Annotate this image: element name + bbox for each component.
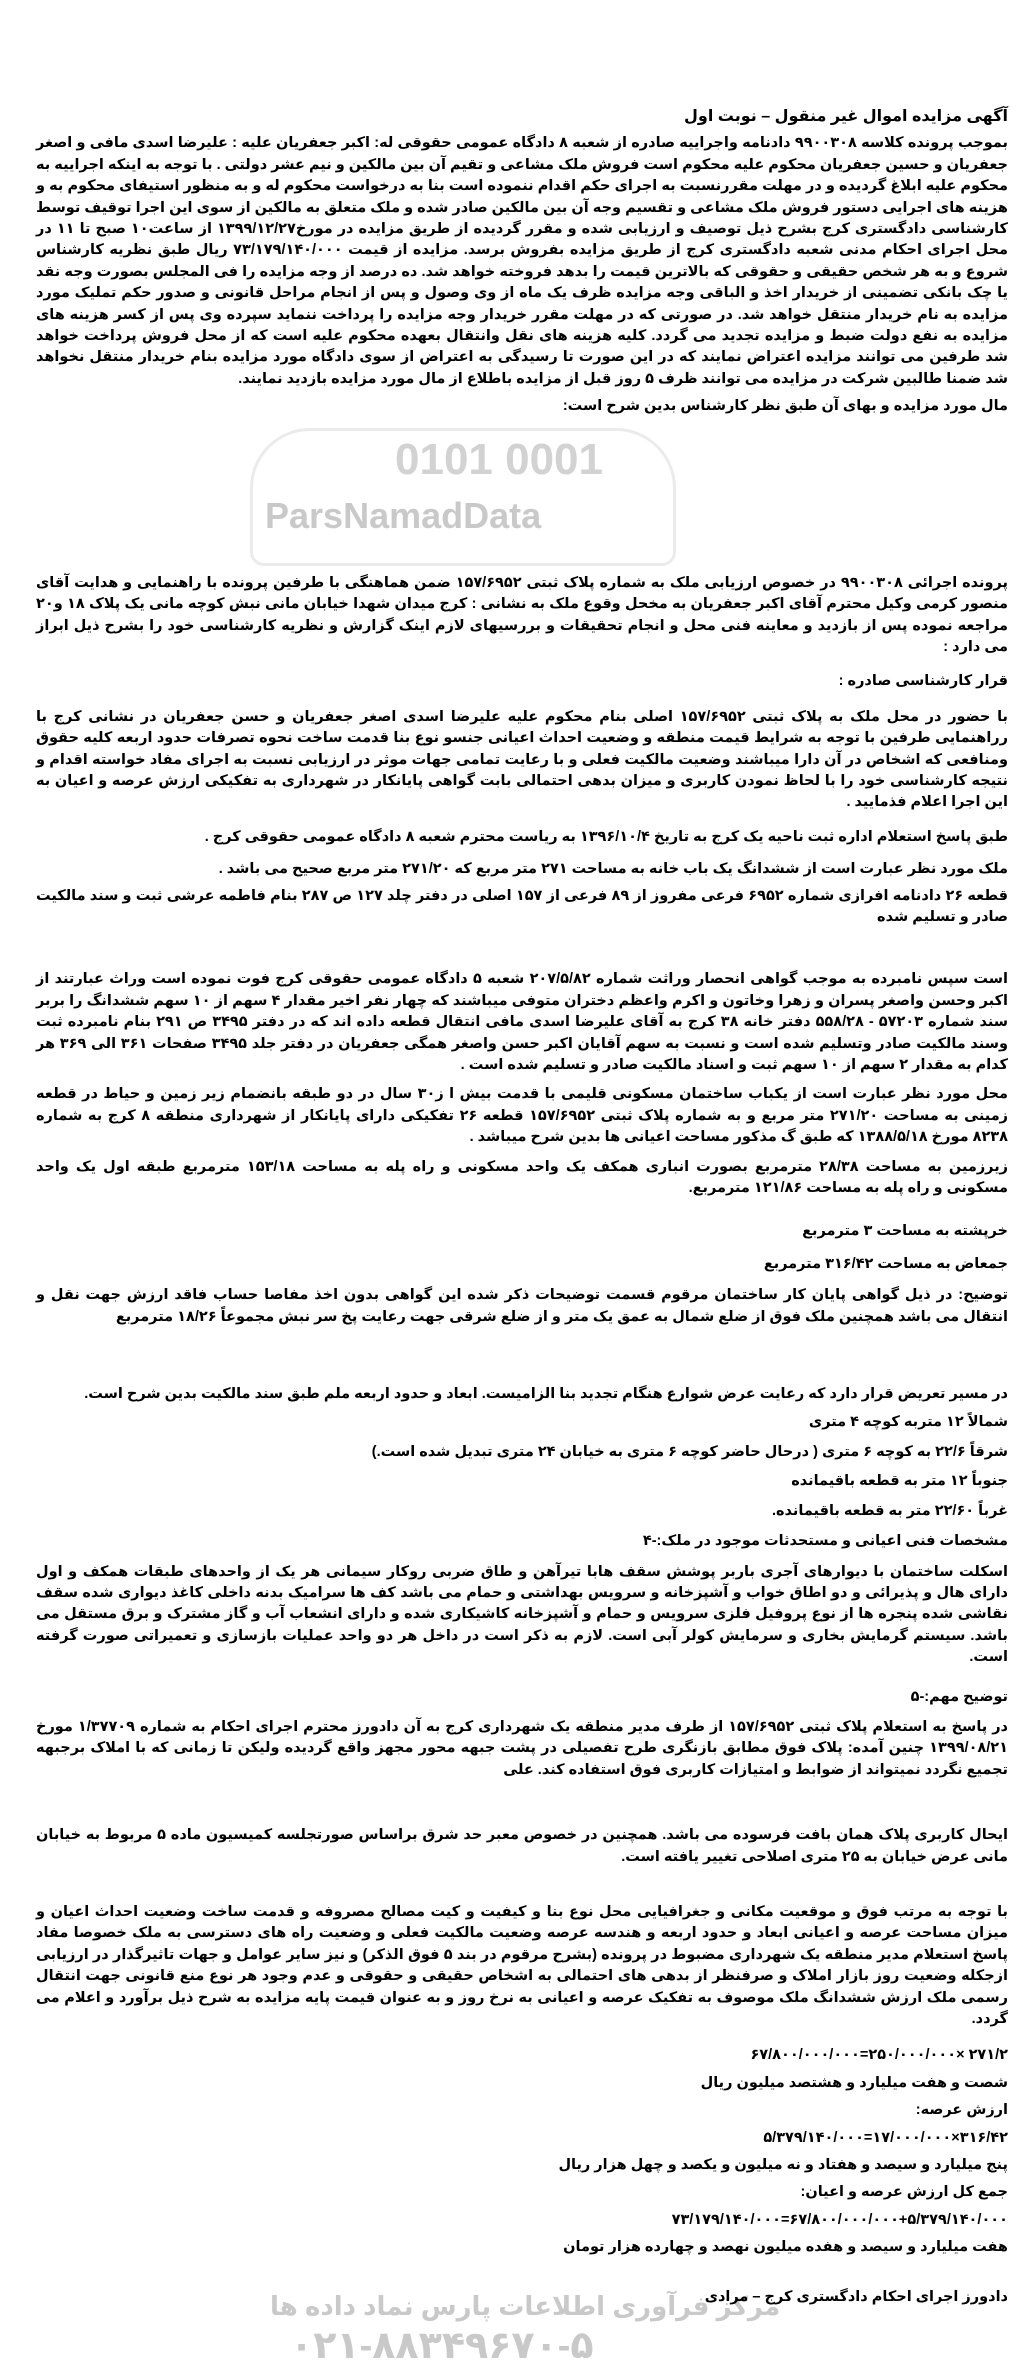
total-heading: جمع کل ارزش عرصه و اعیان: — [800, 2184, 1008, 2201]
important-heading: توضیح مهم:-۵ — [910, 1688, 1008, 1705]
expert-intro: پرونده اجرائی ۹۹۰۰۳۰۸ در خصوص ارزیابی ملک به شماره پلاک ثبتی ۱۵۷/۶۹۵۲ ضمن هماهنگی با طرفین پرونده با راهنمایی و هدایت آقای منصور کرمی وکیل محترم آقای اکبر جعفریان به مخحل وقوع ملک به نشانی : کرج میدان شهدا خیابان مانی نبش کوچه مانی یک پلاک ۱۸ و۲۰ مراجعه نموده پس از بازدید و معاینه فنی محل و انجام تحقیقات و بررسیهای لازم اینک گزارش و نظریه کارشناسی خود را بشرح ذیل ابراز می دارد : — [36, 574, 1008, 655]
document-body — [36, 106, 1008, 2308]
total-area-info: جمعاض به مساحت ۳۱۶/۴۲ مترمربع — [763, 1255, 1008, 1272]
watermark-subtitle: مرکز فرآوری اطلاعات پارس نماد داده ها — [270, 2291, 781, 2321]
order-text: با حضور در محل ملک به پلاک ثبتی ۱۵۷/۶۹۵۲ اصلی بنام محکوم علیه علیرضا اسدی اصغر جعفریان و حسن جعفریان در نشانی کرج با رراهنمایی طرفین با توجه به شرایط قیمت منطقه و وضعیت احداث اعیانی جنسو نوع بنا قدمت ساخت نحوه تصرفات حدود اربعه کلیه حقوق ومنافعی که اشخاص در آن دارا میباشند وضعیت مالکیت فعلی و با رعایت تمامی جهات موثر در ارزیابی نسبت به اجرای مفاد خواسته اقدام و نتیجه کارشناسی خود را با لحاظ نمودن کاربری و میزان بدهی احتمالی بابت گواهی پایانکار در شهرداری به تفکیکی ارزش عرصه و اعیان به این اجرا اعلام فذمایید . — [36, 708, 1008, 811]
calc-building-words: شصت و هفت میلیارد و هشتصد میلیون ریال — [700, 2074, 1008, 2091]
building-info: محل مورد نظر عبارت است از یکباب ساختمان مسکونی قلیمی با قدمت بیش ا ز۳۰ سال در دو طبقه بانضمام زیر زمین و حیاط در قطعه زمینی به مساحت ۲۷۱/۲۰ متر مربع و به شماره پلاک ثبتی ۱۵۷/۶۹۵۲ قطعه ۲۶ تفکیکی دارای پایانکار از شهرداری منطقه ۸ کرج به شماره ۸۲۳۸ مورخ ۱۳۸۸/۵/۱۸ که طبق گ مذکور مساحت اعیانی ها بدین شرح میباشد . — [36, 1086, 1009, 1146]
signature: دادورز اجرای احکام دادگستری کرج – مرادی — [704, 2288, 1008, 2305]
basement-info: زیرزمین به مساحت ۲۸/۳۸ مترمربع بصورت انباری همکف یک واحد مسکونی و راه پله به مساحت ۱۵۳/۱۸ مترمربع طبقه اول یک واحد مسکونی و راه پله به مساحت ۱۲۱/۸۶ مترمربع. — [36, 1158, 1008, 1197]
specs-heading: مشخصات فنی اعیانی و مستحدثات موجود در ملک:-۴ — [642, 1533, 1008, 1550]
land-heading: ارزش عرصه: — [915, 2102, 1008, 2119]
municipality-paragraph: در پاسخ به استعلام پلاک ثبتی ۱۵۷/۶۹۵۲ از طرف مدیر منطقه یک شهرداری کرج به آن دادورز محترم اجرای احکام به شماره ۱/۳۷۷۰۹ مورخ ۱۳۹۹/۰۸/۲۱ چنین آمده: پلاک فوق مطابق بازنگری طرح تفصیلی در پشت جبهه محور مجهز واقع گردیده ولیکن تا زمانی که با املاک برجبهه تجمیع نگردد نمیتواند از ضوابط و امتیازات کاربری فوق استفاده کند. علی — [36, 1718, 1008, 1778]
bound-north: شمالاً ۱۲ متربه کوچه ۴ متری — [808, 1414, 1008, 1431]
calc-total-words: هفت میلیارد و سیصد و هفده میلیون نهصد و چهارده هزار تومان — [563, 2239, 1008, 2256]
inheritance-info: است سپس نامبرده به موجب گواهی انحصار وراثت شماره ۲۰۷/۵/۸۲ شعبه ۵ دادگاه عمومی حقوقی کرج فوت نموده است وراث عبارتند از اکبر وحسن واصغر پسران و زهرا وخاتون و اکرم واعظم دختران متوفی میباشند که چهار نفر اخیر مقدار ۴ سهم از ۱۰ سهم ششدانگ را بربر سند شماره ۵۷۲۰۳ - ۵۵۸/۲۸ دفتر خانه ۳۸ کرج به آقای علیرضا اسدی مافی انتقال قطعه داده اند که در دفتر ۳۴۹۵ ص ۲۹۱ بنام نامبرده ثبت وسند مالکیت صادر وتسلیم شده است و نسبت به سهم آقایان اکبر حسن واصغر همگی جعفریان در دفتر جلد ۳۴۹۵ صفحات ۳۶۱ الی ۳۶۹ هر کدام به مقدار ۲ سهم از ۱۰ سهم ثبت و اسناد مالکیت صادر و تسلیم شده است . — [36, 971, 1009, 1073]
calc-building: ۲۷۱/۲ ×۲۵۰/۰۰۰/۰۰۰=۶۷/۸۰۰/۰۰۰/۰۰۰ — [750, 2047, 1008, 2064]
bound-south: جنوباً ۱۲ متر به قطعه باقیمانده — [791, 1473, 1008, 1490]
bound-west: غرباً ۲۲/۶۰ متر به قطعه باقیمانده. — [771, 1502, 1008, 1519]
valuation-paragraph: با توجه به مرتب فوق و موقعیت مکانی و جغرافیایی محل نوع بنا و کیفیت و کیت مصالح مصروفه و قدمت ساخت وضعیت احداث اعیان و میزان مساحت عرصه و اعیانی ابعاد و حدود اربعه و هندسه عرصه وضعیت مالکیت فعلی و وضعیت راه های دسترسی به ملک خصوصا مفاد پاسخ استعلام مدیر منطقه یک شهرداری مضبوط در پرونده (بشرح مرقوم در بند ۵ فوق الذکر) و نیز سایر عوامل و جهات تاثیرگذار در ارزیابی ازجکله وضعیت روز بازار املاک و صرفنظر از بدهی های احتمالی به اشخاص حقیقی و حقوقی و عدم وجود هر نوع منع قانونی جهت انتقال رسمی ملک ارزش ششدانگ ملک موصوف به تفکیک عرصه و اعیانی به نرخ روز و به عنوان قیمت پایه مزایده به شرح ذیل برآورد و اعلام می گردد. — [36, 1903, 1008, 2027]
parcel-info: قطعه ۲۶ دادنامه افرازی شماره ۶۹۵۲ فرعی مفروز از ۸۹ فرعی از ۱۵۷ اصلی در دفتر چلد ۱۲۷ ص ۲۸۷ بنام فاطمه عرشی ثبت و سند مالکیت صادر و تسلیم شده — [36, 887, 1008, 925]
calc-land-words: پنج میلیارد و سیصد و هفتاد و نه میلیون و یکصد و چهل هزار ریال — [558, 2157, 1008, 2174]
subject-heading: مال مورد مزایده و بهای آن طبق نظر کارشناس بدین شرح است: — [562, 398, 1008, 415]
bound-east: شرقاً ۲۲/۶ به کوچه ۶ متری ( درحال حاضر کوچه ۶ متری به خیابان ۲۴ متری تبدیل شده است.) — [371, 1443, 1008, 1460]
watermark-code: 0101 0001 — [395, 435, 603, 484]
specs-paragraph: اسکلت ساختمان با دیوارهای آجری باربر پوشش سقف هابا تیرآهن و طاق ضربی روکار سیمانی هر یک از واحدهای طبقات همکف و اول دارای هال و پذیرائی و دو اطاق خواب و آشپزخانه و سرویس بهداشتی و حمام می باشد کف ها سرامیک بدنه داخلی کاغذ دیواری شده سقف نقاشی شده پنجره ها از نوع پروفیل فلزی سرویس و حمام و آشپزخانه کاشیکاری شده و دارای انشعاب آب و گاز مشترک و برق مستقل می باشد. سیستم گرمایش بخاری و سرمایش کولر آبی است. لازم به ذکر است در داخل هر دو واحد عملیات بازسازی و تعمیراتی صورت گرفته است. — [36, 1563, 1008, 1666]
note-paragraph: توضیح: در ذیل گواهی پایان کار ساختمان مرقوم قسمت توضیحات ذکر شده این گواهی بدون اخذ مفاصا حساب فاقد ارزش جهت نقل و انتقال می باشد همچنین ملک فوق از ضلع شمال به عمق یک متر و از ضلع شرقی جهت رعایت پخ سر نبش مجموعاً ۱۸/۲۶ مترمربع — [36, 1287, 1008, 1325]
watermark-brand: ParsNamadData — [265, 495, 542, 536]
order-heading: قرار کارشناسی صادره : — [838, 673, 1008, 690]
property-area: ملک مورد نظر عبارت است از ششدانگ یک باب خانه به مساحت ۲۷۱ متر مربع که ۲۷۱/۲۰ متر مربع صحیح می باشد . — [218, 861, 1008, 878]
notice-title: آگهی مزایده اموال غیر منقول – نوبت اول — [684, 108, 1008, 125]
intro-paragraph: بموجب پرونده کلاسه ۹۹۰۰۳۰۸ دادنامه واجراییه صادره از شعبه ۸ دادگاه عمومی حقوقی له: اکبر جعفریان علیه : علیرضا اسدی مافی و اصغر جعفریان و حسین جعفریان محکوم علیه محکوم است فروش ملک مشاعی و تقیم آن بین مالکین و نیم عشر دولتی . با توجه به اینکه اجراییه به محکوم علیه ابلاغ گردیده و در مهلت مقررنسبت به اجرای حکم اقدام ننموده است بنا به درخواست محکوم له و به منظور استیفای محکوم به و هزینه های اجرایی دستور فروش ملک مشاعی و تقسیم وجه آن بین مالکین صادر شده و ملک متعلق به مالکین از سوی این اجرا توقیف توسط کارشناسی دادگستری کرج بشرح ذیل توصیف و ارزیابی شده و مقرر گردیده از طریق مزایده در مورخ۱۳۹۹/۱۲/۲۷ از ساعت۱۰ صبح تا ۱۱ در محل اجرای احکام مدنی شعبه دادگستری کرج از طریق مزایده بفروش برسد. مزایده از قیمت ۷۳/۱۷۹/۱۴۰/۰۰۰ ریال طبق نظریه کارشناس شروع و به هر شخص حقیقی و حقوقی که بالاترین قیمت را بدهد فروخته خواهد شد. ده درصد از وجه مزایده را فی المجلس بصورت وجه نقد یا چک بانکی تضمینی از خریدار اخذ و الباقی وجه مزایده ظرف یک ماه از وی وصول و پس از انجام مراحل قانونی و صدور حکم تملیک مورد مزایده به نام خریدار منتقل خواهد شد. در صورتی که در مهلت مقرر خریدار وجه مزایده را پرداخت ننماید سپرده وی پس از کسر هزینه های مزایده به نفع دولت ضبط و مزایده تجدید می گردد. کلیه هزینه های نقل وانتقال بعهده محکوم علیه است که از محل فروش پرداخت خواهد شد طرفین می توانند مزایده اعتراض نمایند که در این صورت تا رسیدگی به اعتراض از سوی دادگاه مورد مزایده بنام خریدار منتقل نخواهد شد ضمنا طالبین شرکت در مزایده می توانند ظرف ۵ روز قبل از مزایده باطلاع از مال مورد مزایده بازدید نمایند. — [36, 135, 1009, 387]
calc-total: ۶۷/۸۰۰/۰۰۰/۰۰۰+۵/۳۷۹/۱۴۰/۰۰۰=۷۳/۱۷۹/۱۴۰/۰۰۰ — [671, 2211, 1008, 2228]
watermark-phone: ۰۲۱-۸۸۳۴۹۶۷۰-۵ — [290, 2325, 594, 2367]
roof-info: خرپشته به مساحت ۳ مترمربع — [802, 1223, 1008, 1240]
calc-land: ۳۱۶/۴۲×۱۷/۰۰۰/۰۰۰=۵/۳۷۹/۱۴۰/۰۰۰ — [763, 2129, 1008, 2146]
widening-paragraph: در مسیر تعریض قرار دارد که رعایت عرض شوارع هنگام تجدید بنا الزامیست. ابعاد و حدود اربعه ملم طبق سند مالکیت بدین شرح است. — [84, 1386, 1008, 1403]
usage-paragraph: ایحال کاربری پلاک همان بافت فرسوده می باشد. همچنین در خصوص معبر حد شرق براساس صورتجلسه کمیسیون ماده ۵ مربوط به خیابان مانی عرض خیابان به ۲۵ متری اصلاحی تغییر یافته است. — [36, 1827, 1009, 1865]
registry-reply: طبق پاسخ استعلام اداره ثبت ناحیه یک کرج به تاریخ ۱۳۹۶/۱۰/۴ به ریاست محترم شعبه ۸ دادگاه عمومی حقوقی کرج . — [204, 828, 1008, 845]
